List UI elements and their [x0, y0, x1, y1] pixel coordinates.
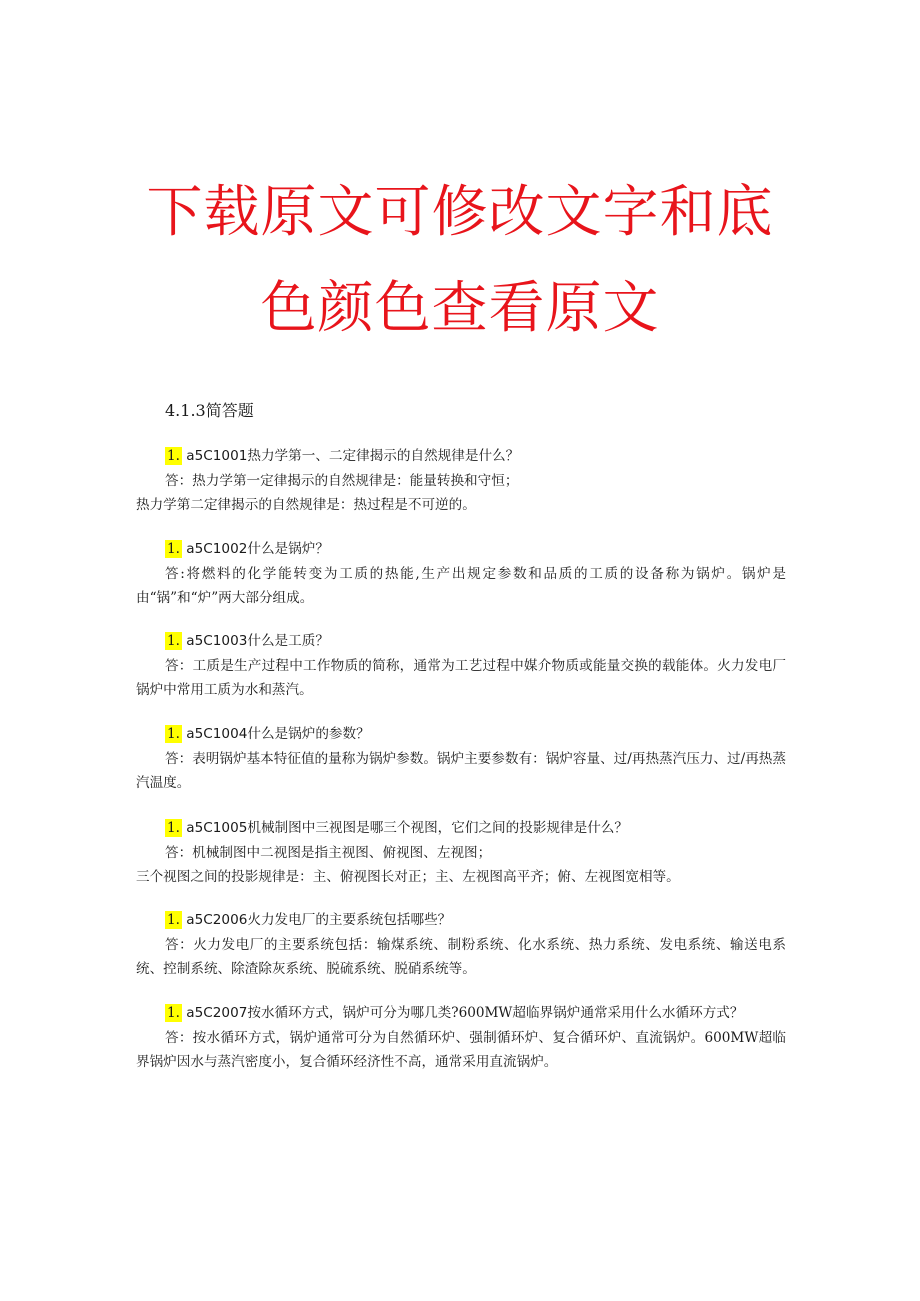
answer: 答：表明锅炉基本特征值的量称为锅炉参数。锅炉主要参数有：锅炉容量、过/再热蒸汽压力、过/再热蒸汽温度。: [136, 750, 786, 791]
banner-line-1: 下载原文可修改文字和底: [146, 180, 774, 245]
question: [136, 816, 786, 841]
qa-item: [136, 537, 786, 611]
question-number: 1.: [167, 1005, 180, 1021]
question-text: 什么是工质？: [247, 633, 329, 649]
question-text: 机械制图中三视图是哪三个视图，它们之间的投影规律是什么？: [247, 820, 628, 836]
qa-item: [136, 816, 786, 890]
question-code: a5C1001: [181, 448, 248, 464]
question: [136, 722, 786, 747]
question: [136, 444, 786, 469]
answer-line: 答：热力学第一定律揭示的自然规律是：能量转换和守恒；: [165, 472, 519, 489]
question-text: 按水循环方式，锅炉可分为哪几类?600MW超临界锅炉通常采用什么水循环方式？: [247, 1005, 744, 1021]
answer: 答：按水循环方式，锅炉通常可分为自然循环炉、强制循环炉、复合循环炉、直流锅炉。600MW超临界锅炉因水与蒸汽密度小，复合循环经济性不高，通常采用直流锅炉。: [136, 1029, 786, 1070]
question-code: a5C2007: [181, 1005, 248, 1021]
qa-item: [136, 908, 786, 982]
answer-line: 答：机械制图中二视图是指主视图、俯视图、左视图；: [165, 844, 492, 861]
question: [136, 908, 786, 933]
question: [136, 537, 786, 562]
answer: 答：工质是生产过程中工作物质的简称，通常为工艺过程中媒介物质或能量交换的载能体。火力发电厂锅炉中常用工质为水和蒸汽。: [136, 657, 786, 698]
question-text: 火力发电厂的主要系统包括哪些？: [247, 912, 452, 928]
qa-item: [136, 722, 786, 796]
question-number: 1.: [167, 541, 180, 557]
answer: 答:将燃料的化学能转变为工质的热能,生产出规定参数和品质的工质的设备称为锅炉。锅炉是由“锅”和“炉”两大部分组成。: [136, 565, 786, 606]
banner-line-2: 色颜色查看原文: [260, 276, 660, 341]
question-text: 什么是锅炉？: [247, 541, 329, 557]
question-code: a5C1003: [181, 633, 248, 649]
question-number: 1.: [167, 820, 180, 836]
question-code: a5C1005: [181, 820, 248, 836]
question-text: 热力学第一、二定律揭示的自然规律是什么？: [247, 448, 520, 464]
question-text: 什么是锅炉的参数？: [247, 726, 370, 742]
question-code: a5C1002: [181, 541, 248, 557]
answer: 答：火力发电厂的主要系统包括：输煤系统、制粉系统、化水系统、热力系统、发电系统、输送电系统、控制系统、除渣除灰系统、脱硫系统、脱硝系统等。: [136, 936, 786, 977]
question-code: a5C1004: [181, 726, 248, 742]
answer: [136, 841, 786, 890]
qa-item: [136, 629, 786, 703]
qa-item: [136, 444, 786, 518]
question-number: 1.: [167, 633, 180, 649]
answer-line: 热力学第二定律揭示的自然规律是：热过程是不可逆的。: [136, 497, 476, 513]
question-number: 1.: [167, 912, 180, 928]
question: [136, 629, 786, 654]
question-code: a5C2006: [181, 912, 248, 928]
section-title: 4.1.3简答题: [165, 401, 254, 420]
qa-item: [136, 1001, 786, 1075]
question-number: 1.: [167, 448, 180, 464]
answer-line: 三个视图之间的投影规律是：主、俯视图长对正；主、左视图高平齐；俯、左视图宽相等。: [136, 869, 680, 885]
answer: [136, 469, 786, 518]
question: [136, 1001, 786, 1026]
question-number: 1.: [167, 726, 180, 742]
watermark-banner: [0, 165, 920, 357]
